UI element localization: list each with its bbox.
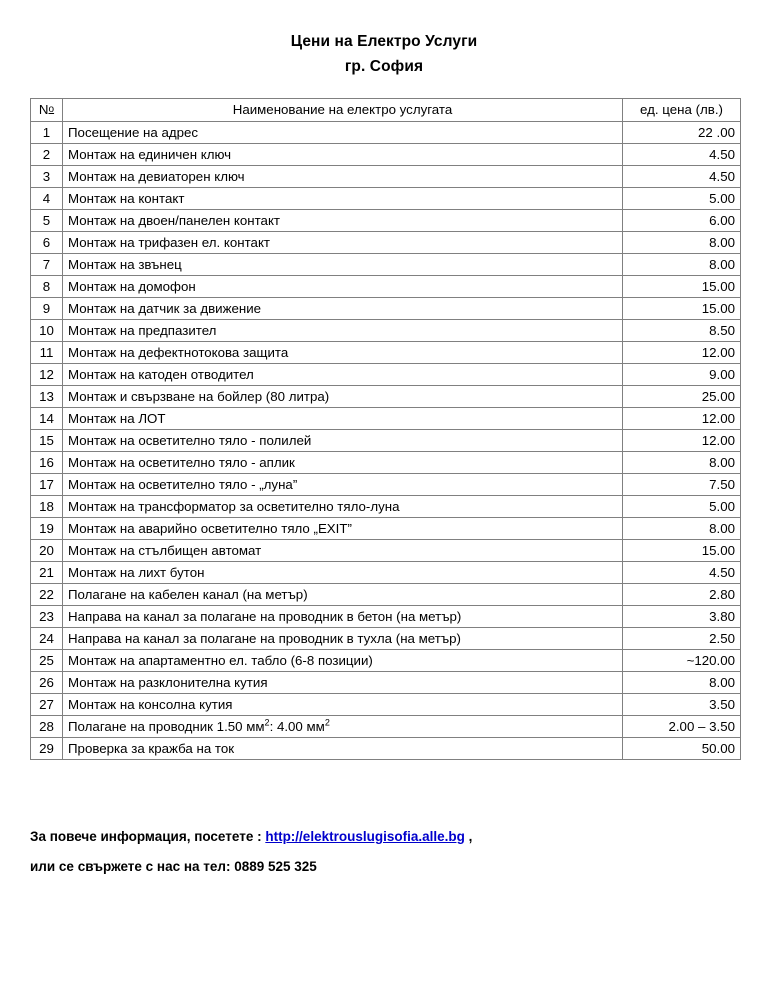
footer-line-contact-info	[30, 822, 768, 852]
table-row	[31, 540, 741, 562]
cell-service-name: Направа на канал за полагане на проводник в тухла (на метър)	[63, 628, 623, 650]
table-row	[31, 188, 741, 210]
cell-unit-price: 7.50	[623, 474, 741, 496]
cell-row-number: 18	[31, 496, 63, 518]
cell-service-name: Монтаж на стълбищен автомат	[63, 540, 623, 562]
cell-service-name: Монтаж на консолна кутия	[63, 694, 623, 716]
table-row	[31, 122, 741, 144]
cell-row-number: 3	[31, 166, 63, 188]
cell-service-name: Монтаж на осветително тяло - аплик	[63, 452, 623, 474]
cell-service-name: Монтаж на единичен ключ	[63, 144, 623, 166]
price-table-body	[31, 122, 741, 760]
cell-unit-price: 22 .00	[623, 122, 741, 144]
price-table	[30, 98, 741, 760]
cell-row-number: 15	[31, 430, 63, 452]
footer	[30, 822, 768, 882]
cell-service-name: Монтаж на аварийно осветително тяло „EXIT”	[63, 518, 623, 540]
cell-service-name: Монтаж на осветително тяло - „луна”	[63, 474, 623, 496]
cell-row-number: 4	[31, 188, 63, 210]
cell-service-name: Направа на канал за полагане на проводник в бетон (на метър)	[63, 606, 623, 628]
cell-service-name: Монтаж на контакт	[63, 188, 623, 210]
table-row	[31, 210, 741, 232]
cell-service-name: Монтаж на предпазител	[63, 320, 623, 342]
cell-unit-price: 8.00	[623, 452, 741, 474]
cell-unit-price: 3.50	[623, 694, 741, 716]
table-row	[31, 232, 741, 254]
cell-row-number: 26	[31, 672, 63, 694]
table-row	[31, 606, 741, 628]
cell-service-name: Монтаж на трансформатор за осветително тяло-луна	[63, 496, 623, 518]
title-block	[0, 0, 768, 80]
cell-service-name: Монтаж на катоден отводител	[63, 364, 623, 386]
cell-unit-price: 4.50	[623, 144, 741, 166]
table-row	[31, 496, 741, 518]
cell-row-number: 28	[31, 716, 63, 738]
cell-row-number: 10	[31, 320, 63, 342]
table-row	[31, 738, 741, 760]
cell-row-number: 7	[31, 254, 63, 276]
cell-unit-price: 8.50	[623, 320, 741, 342]
table-row	[31, 408, 741, 430]
cell-service-name: Монтаж на ЛОТ	[63, 408, 623, 430]
table-row	[31, 672, 741, 694]
cell-row-number: 5	[31, 210, 63, 232]
cell-unit-price: 8.00	[623, 518, 741, 540]
cell-row-number: 9	[31, 298, 63, 320]
footer-text-suffix: ,	[464, 829, 473, 844]
cell-row-number: 11	[31, 342, 63, 364]
cell-unit-price: 12.00	[623, 408, 741, 430]
table-row	[31, 518, 741, 540]
table-row	[31, 716, 741, 738]
cell-service-name: Монтаж на девиаторен ключ	[63, 166, 623, 188]
cell-row-number: 29	[31, 738, 63, 760]
cell-service-name: Посещение на адрес	[63, 122, 623, 144]
cell-service-name: Монтаж на двоен/панелен контакт	[63, 210, 623, 232]
cell-service-name: Полагане на кабелен канал (на метър)	[63, 584, 623, 606]
website-link[interactable]: http://elektrouslugisofia.alle.bg	[265, 829, 465, 844]
cell-unit-price: 6.00	[623, 210, 741, 232]
cell-unit-price: ~120.00	[623, 650, 741, 672]
cell-unit-price: 4.50	[623, 166, 741, 188]
cell-unit-price: 15.00	[623, 276, 741, 298]
cell-row-number: 19	[31, 518, 63, 540]
cell-unit-price: 2.00 – 3.50	[623, 716, 741, 738]
cell-row-number: 17	[31, 474, 63, 496]
cell-row-number: 20	[31, 540, 63, 562]
cell-unit-price: 8.00	[623, 672, 741, 694]
table-row	[31, 144, 741, 166]
footer-text-prefix: За повече информация, посетете :	[30, 829, 266, 844]
document-title: Цени на Електро Услуги	[290, 33, 478, 50]
table-row	[31, 298, 741, 320]
cell-row-number: 1	[31, 122, 63, 144]
table-row	[31, 166, 741, 188]
cell-service-name: Проверка за кражба на ток	[63, 738, 623, 760]
table-row	[31, 694, 741, 716]
cell-row-number: 27	[31, 694, 63, 716]
price-table-header	[31, 99, 741, 122]
table-row	[31, 584, 741, 606]
cell-unit-price: 8.00	[623, 232, 741, 254]
cell-row-number: 25	[31, 650, 63, 672]
footer-line-phone: или се свържете с нас на тел: 0889 525 325	[30, 859, 317, 874]
table-row	[31, 276, 741, 298]
document-subtitle: гр. София	[344, 58, 424, 75]
cell-unit-price: 4.50	[623, 562, 741, 584]
table-row	[31, 364, 741, 386]
cell-service-name: Монтаж на звънец	[63, 254, 623, 276]
table-row	[31, 562, 741, 584]
cell-unit-price: 5.00	[623, 188, 741, 210]
header-row	[31, 99, 741, 122]
cell-service-name: Монтаж на осветително тяло - полилей	[63, 430, 623, 452]
cell-row-number: 14	[31, 408, 63, 430]
cell-row-number: 16	[31, 452, 63, 474]
cell-row-number: 13	[31, 386, 63, 408]
cell-unit-price: 2.80	[623, 584, 741, 606]
cell-row-number: 8	[31, 276, 63, 298]
table-row	[31, 254, 741, 276]
cell-unit-price: 12.00	[623, 430, 741, 452]
cell-row-number: 6	[31, 232, 63, 254]
cell-service-name: Монтаж на разклонителна кутия	[63, 672, 623, 694]
table-row	[31, 452, 741, 474]
cell-row-number: 12	[31, 364, 63, 386]
cell-service-name: Монтаж на апартаментно ел. табло (6-8 позиции)	[63, 650, 623, 672]
cell-row-number: 22	[31, 584, 63, 606]
cell-service-name: Монтаж на датчик за движение	[63, 298, 623, 320]
table-row	[31, 474, 741, 496]
column-header-name: Наименование на електро услугата	[63, 99, 623, 122]
cell-service-name: Монтаж на лихт бутон	[63, 562, 623, 584]
cell-unit-price: 15.00	[623, 540, 741, 562]
cell-unit-price: 25.00	[623, 386, 741, 408]
cell-unit-price: 15.00	[623, 298, 741, 320]
table-row	[31, 342, 741, 364]
column-header-price: ед. цена (лв.)	[623, 99, 741, 122]
table-row	[31, 430, 741, 452]
cell-unit-price: 3.80	[623, 606, 741, 628]
cell-row-number: 2	[31, 144, 63, 166]
cell-unit-price: 2.50	[623, 628, 741, 650]
cell-unit-price: 5.00	[623, 496, 741, 518]
cell-unit-price: 12.00	[623, 342, 741, 364]
table-row	[31, 650, 741, 672]
cell-service-name: Монтаж на дефектнотокова защита	[63, 342, 623, 364]
cell-row-number: 21	[31, 562, 63, 584]
cell-unit-price: 9.00	[623, 364, 741, 386]
cell-unit-price: 8.00	[623, 254, 741, 276]
table-row	[31, 386, 741, 408]
cell-unit-price: 50.00	[623, 738, 741, 760]
table-row	[31, 628, 741, 650]
cell-row-number: 23	[31, 606, 63, 628]
cell-service-name: Монтаж на трифазен ел. контакт	[63, 232, 623, 254]
cell-service-name: Монтаж и свързване на бойлер (80 литра)	[63, 386, 623, 408]
price-table-wrapper	[30, 98, 740, 760]
cell-service-name: Монтаж на домофон	[63, 276, 623, 298]
cell-row-number: 24	[31, 628, 63, 650]
table-row	[31, 320, 741, 342]
column-header-no: No	[31, 99, 63, 122]
cell-service-name: Полагане на проводник 1.50 $мм^2$: 4.00 $мм^2$	[63, 716, 623, 738]
